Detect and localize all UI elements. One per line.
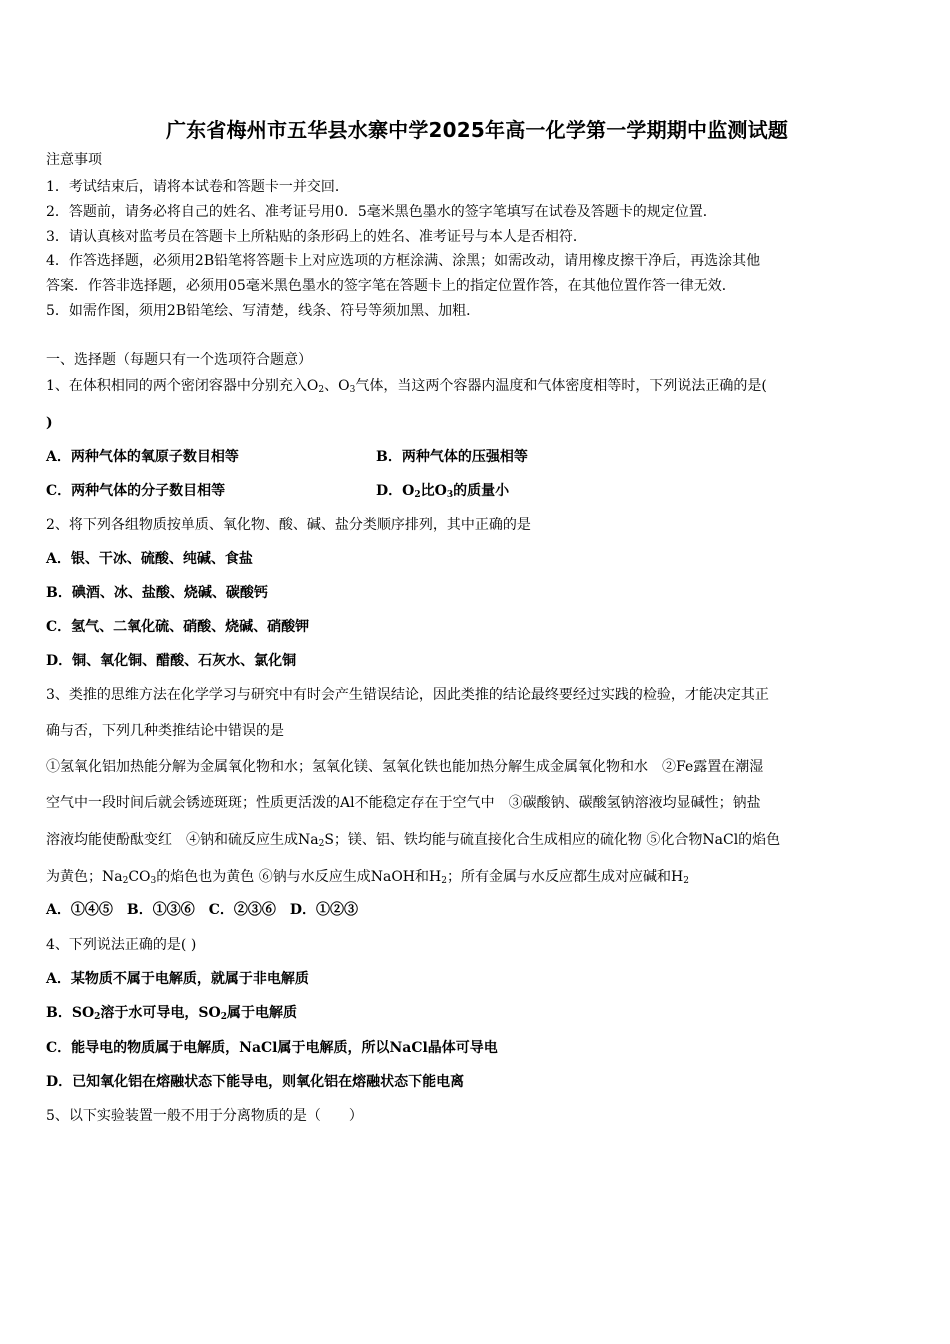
question-3-options: A．①④⑤ B．①③⑥ C．②③⑥ D．①②③ xyxy=(46,902,358,918)
section-heading: 一、选择题（每题只有一个选项符合题意） xyxy=(46,352,312,368)
question-2-option-b: B．碘酒、冰、盐酸、烧碱、碳酸钙 xyxy=(46,585,268,601)
question-4-stem: 4、下列说法正确的是( ) xyxy=(46,937,197,953)
question-5-stem: 5、以下实验装置一般不用于分离物质的是（ ） xyxy=(46,1108,363,1124)
question-2-stem: 2、将下列各组物质按单质、氧化物、酸、碱、盐分类顺序排列，其中正确的是 xyxy=(46,517,531,533)
page-title: 广东省梅州市五华县水寨中学2025年高一化学第一学期期中监测试题 xyxy=(165,118,789,142)
question-1-option-a: A．两种气体的氧原子数目相等 xyxy=(46,449,239,465)
question-1-stem: 1、在体积相同的两个密闭容器中分别充入$O_2$、$O_3$气体，当这两个容器内温度和气体密度相等时，下列说法正确的是( xyxy=(46,378,767,395)
question-1-stem-close: ) xyxy=(46,415,53,431)
question-3-stem: 确与否，下列几种类推结论中错误的是 xyxy=(46,723,284,739)
notice-item: 答案．作答非选择题，必须用05毫米黑色墨水的签字笔在答题卡上的指定位置作答，在其他位置作答一律无效． xyxy=(46,278,736,294)
question-2-option-c: C．氢气、二氧化硫、硝酸、烧碱、硝酸钾 xyxy=(46,619,310,635)
question-1-option-d: D．$O_2$比$O_3$的质量小 xyxy=(376,483,510,500)
notice-item: 5．如需作图，须用2B铅笔绘、写清楚，线条、符号等须加黑、加粗． xyxy=(46,303,481,319)
question-4-option-a: A．某物质不属于电解质，就属于非电解质 xyxy=(46,971,309,987)
question-3-statements: 为黄色；$Na_2CO_3$的焰色也为黄色 ⑥钠与水反应生成NaOH和$H_2$；所有金属与水反应都生成对应碱和$H_2$ xyxy=(46,869,689,886)
question-1-options-row2 xyxy=(46,481,908,501)
question-4-option-b: B．$SO_2$溶于水可导电，$SO_2$属于电解质 xyxy=(46,1005,297,1022)
notice-heading: 注意事项 xyxy=(46,152,102,168)
question-3-statements: 溶液均能使酚酞变红 ④钠和硫反应生成$Na_2S$；镁、铝、铁均能与硫直接化合生成相应的硫化物 ⑤化合物NaCl的焰色 xyxy=(46,832,781,849)
question-3-statements: 空气中一段时间后就会锈迹斑斑；性质更活泼的Al不能稳定存在于空气中 ③碳酸钠、碳酸氢钠溶液均显碱性；钠盐 xyxy=(46,795,761,811)
question-1-option-b: B．两种气体的压强相等 xyxy=(376,449,528,465)
question-4-option-c: C．能导电的物质属于电解质，NaCl属于电解质，所以NaCl晶体可导电 xyxy=(46,1040,498,1056)
question-1-option-c: C．两种气体的分子数目相等 xyxy=(46,483,226,499)
notice-item: 1．考试结束后，请将本试卷和答题卡一并交回． xyxy=(46,179,349,195)
question-1-options-row1 xyxy=(46,447,908,467)
question-4-option-d: D．已知氧化铝在熔融状态下能导电，则氧化铝在熔融状态下能电离 xyxy=(46,1074,465,1090)
notice-item: 2．答题前，请务必将自己的姓名、准考证号用0．5毫米黑色墨水的签字笔填写在试卷及答题卡的规定位置． xyxy=(46,204,717,220)
question-2-option-a: A．银、干冰、硫酸、纯碱、食盐 xyxy=(46,551,253,567)
question-3-stem: 3、类推的思维方法在化学学习与研究中有时会产生错误结论，因此类推的结论最终要经过实践的检验，才能决定其正 xyxy=(46,687,769,703)
question-2-option-d: D．铜、氧化铜、醋酸、石灰水、氯化铜 xyxy=(46,653,297,669)
question-3-statements: ①氢氧化铝加热能分解为金属氧化物和水；氢氧化镁、氢氧化铁也能加热分解生成金属氧化物和水 ②Fe露置在潮湿 xyxy=(46,759,764,775)
notice-item: 3．请认真核对监考员在答题卡上所粘贴的条形码上的姓名、准考证号与本人是否相符． xyxy=(46,229,587,245)
notice-item: 4．作答选择题，必须用2B铅笔将答题卡上对应选项的方框涂满、涂黑；如需改动，请用橡皮擦干净后，再选涂其他 xyxy=(46,253,761,269)
